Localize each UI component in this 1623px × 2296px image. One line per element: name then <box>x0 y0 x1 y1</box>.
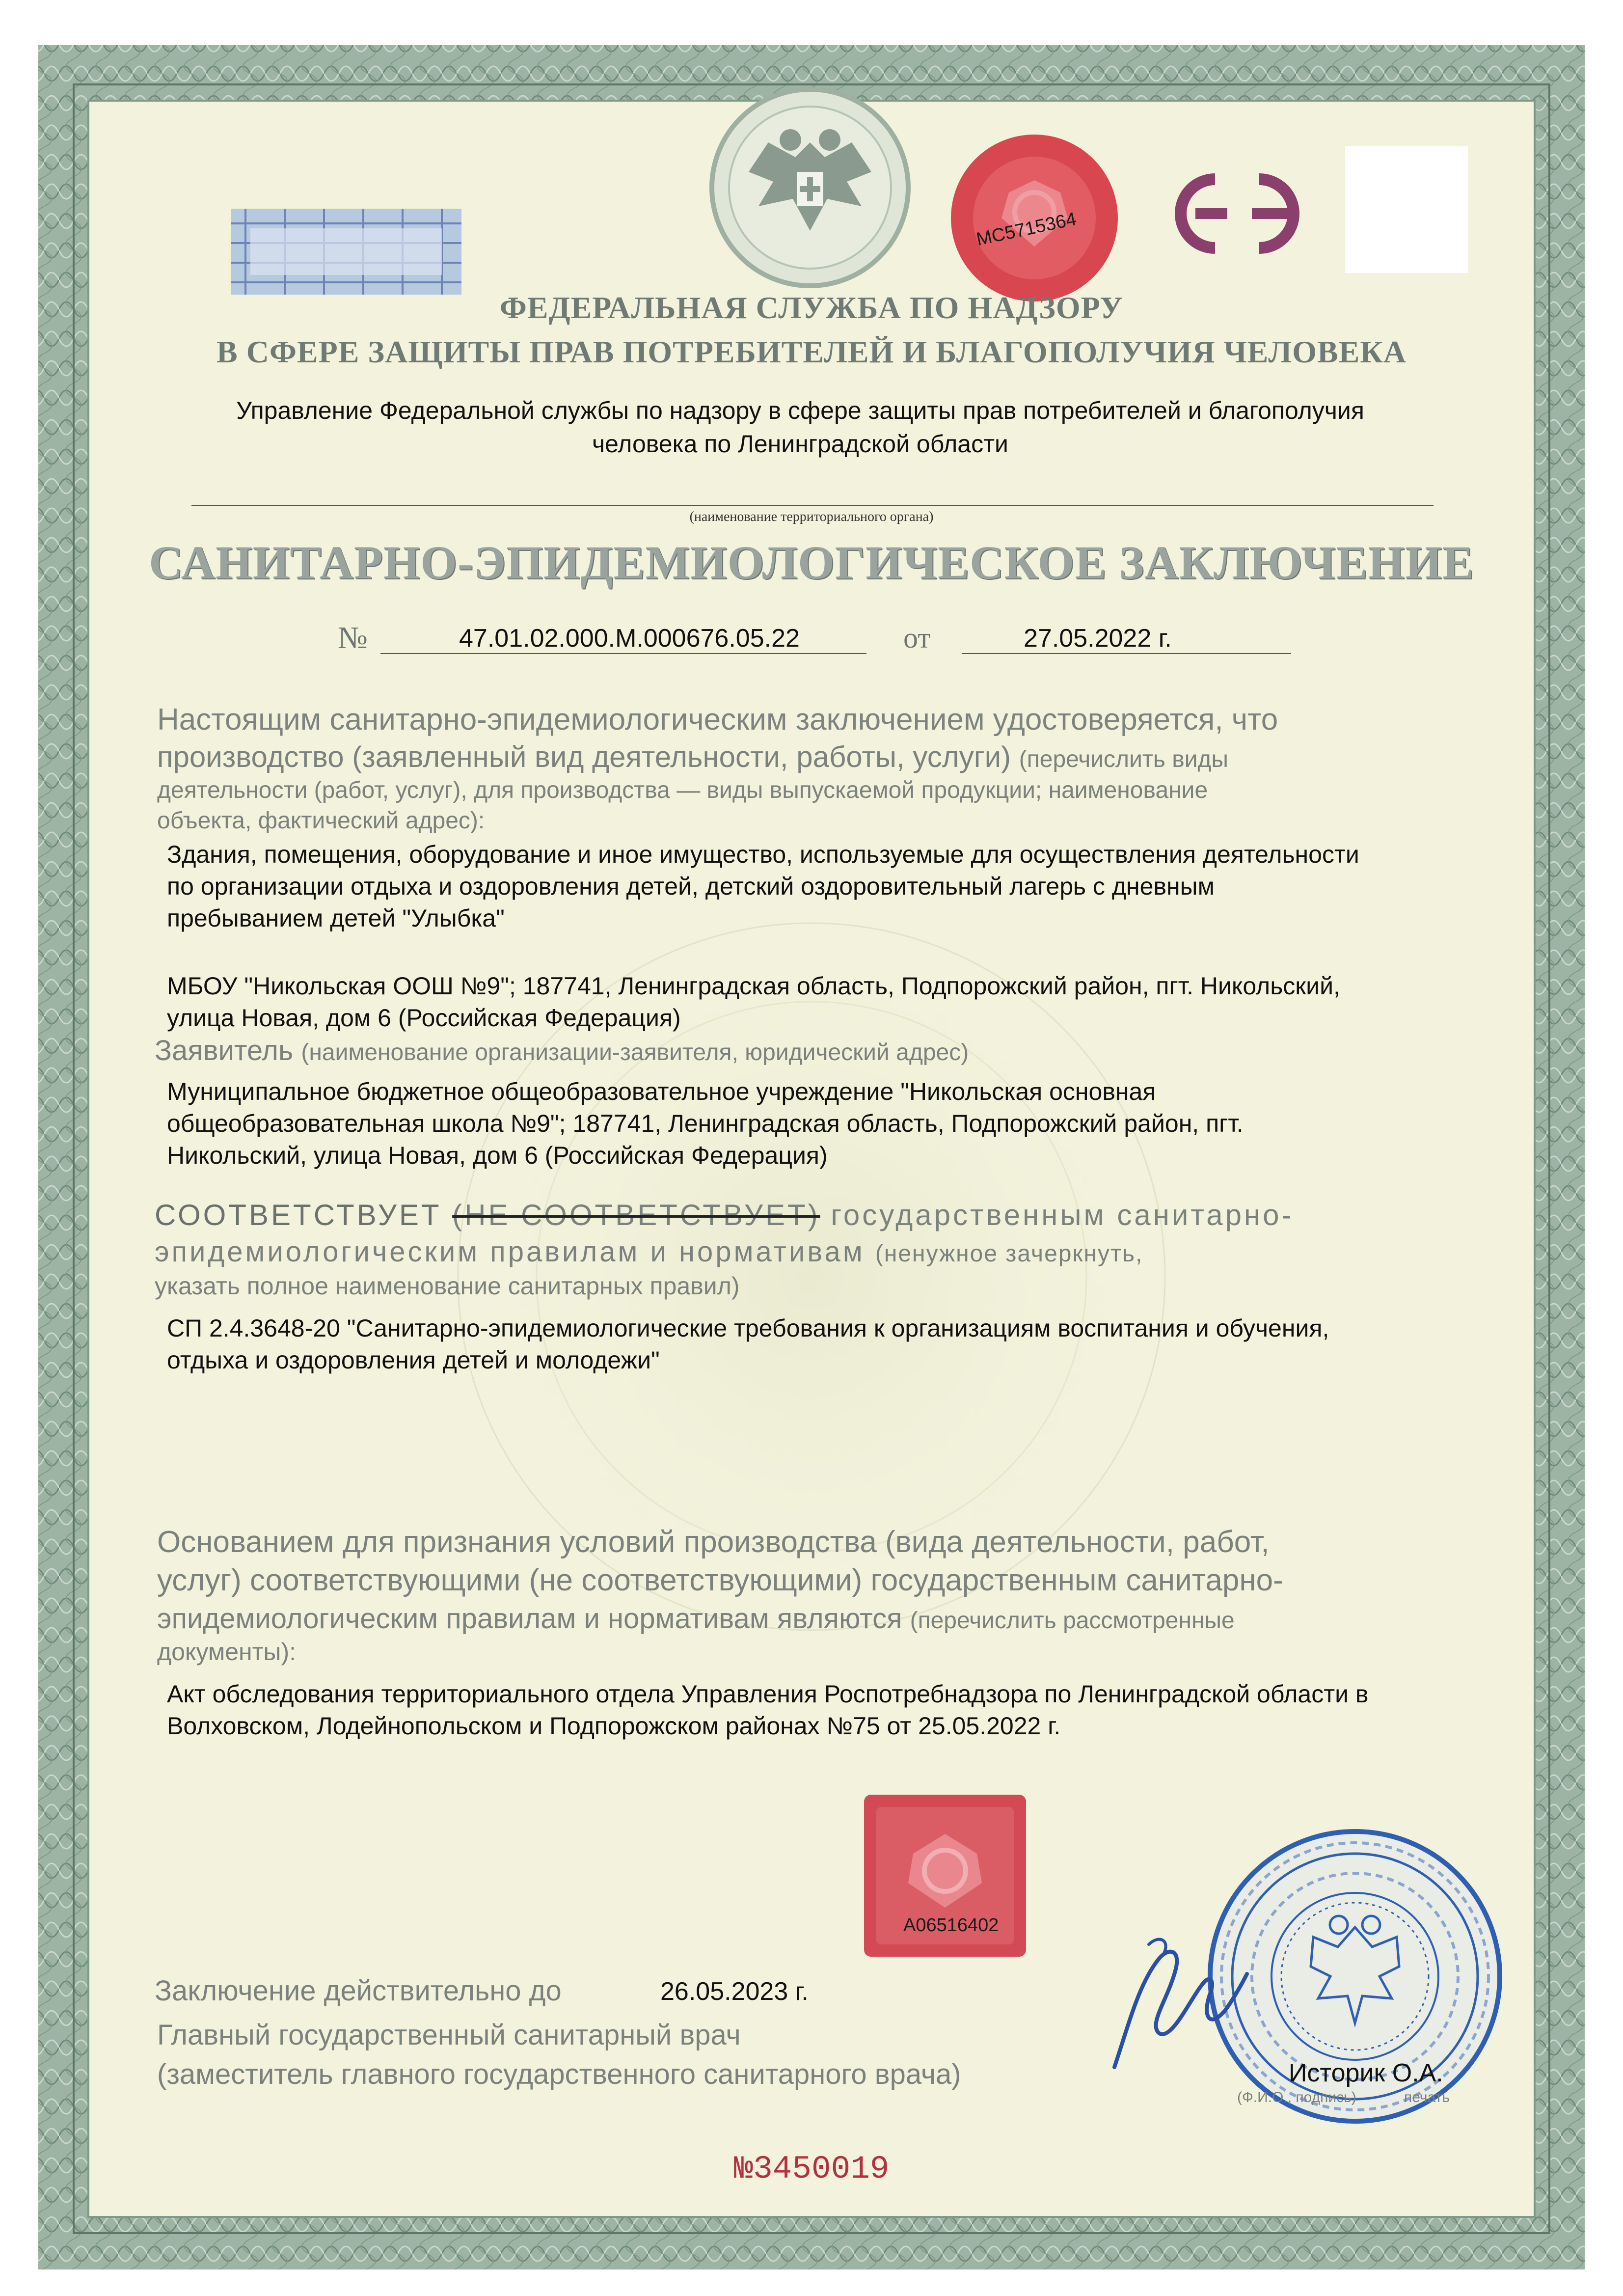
conformity-line1: СООТВЕТСТВУЕТ (НЕ СООТВЕТСТВУЕТ) государственным санитарно- <box>155 1199 1294 1231</box>
se-mark-icon <box>1168 169 1311 258</box>
production-address-line2: улица Новая, дом 6 (Российская Федерация) <box>167 1004 681 1032</box>
basis-line2: услуг) соответствующими (не соответствующими) государственным санитарно- <box>157 1563 1283 1597</box>
date-label: от <box>903 622 931 654</box>
territorial-body-rule <box>191 505 1434 506</box>
form-number: №3450019 <box>733 2151 890 2187</box>
production-intro-line4: объекта, фактический адрес): <box>157 808 485 834</box>
basis-line3: эпидемиологическим правилам и нормативам являются (перечислить рассмотренные <box>157 1603 1235 1635</box>
security-strip-icon <box>231 209 461 295</box>
applicant-value-line2: общеобразовательная школа №9"; 187741, Ленинградская область, Подпорожский район, пгт. <box>167 1110 1244 1137</box>
territorial-body-caption: (наименование территориального органа) <box>689 509 934 524</box>
production-value-line1: Здания, помещения, оборудование и иное имущество, используемые для осуществления деятельности <box>167 841 1359 868</box>
territorial-body-line1: Управление Федеральной службы по надзору в сфере защиты прав потребителей и благополучия <box>236 397 1364 424</box>
production-intro-line2: производство (заявленный вид деятельности, работы, услуги) (перечислить виды <box>157 740 1229 773</box>
date-rule <box>962 653 1291 654</box>
basis-line4: документы): <box>157 1638 297 1666</box>
production-value-line2: по организации отдыха и оздоровления детей, детский оздоровительный лагерь с дневным <box>167 873 1215 900</box>
production-address-line1: МБОУ "Никольская ООШ №9"; 187741, Ленинградская область, Подпорожский район, пгт. Никольский, <box>167 972 1340 1000</box>
production-intro-line1: Настоящим санитарно-эпидемиологическим заключением удостоверяется, что <box>157 703 1278 737</box>
conformity-line2: эпидемиологическим правилам и нормативам (ненужное зачеркнуть, <box>155 1236 1143 1268</box>
applicant-value-line3: Никольский, улица Новая, дом 6 (Российская Федерация) <box>167 1142 828 1169</box>
hologram-bottom-code: А06516402 <box>903 1915 999 1936</box>
signatory-title-line1: Главный государственный санитарный врач <box>157 2019 741 2051</box>
sanitary-rules-line2: отдыха и оздоровления детей и молодежи" <box>167 1346 660 1374</box>
blank-patch <box>1345 146 1468 273</box>
number-label: № <box>338 620 368 655</box>
document-title: САНИТАРНО-ЭПИДЕМИОЛОГИЧЕСКОЕ ЗАКЛЮЧЕНИЕ <box>149 536 1474 589</box>
applicant-value-line1: Муниципальное бюджетное общеобразовательное учреждение "Никольская основная <box>167 1078 1156 1105</box>
signatory-title-line2: (заместитель главного государственного санитарного врача) <box>157 2058 961 2090</box>
basis-value-line2: Волховском, Лодейнопольском и Подпорожском районах №75 от 25.05.2022 г. <box>167 1712 1061 1740</box>
territorial-body-line2: человека по Ленинградской области <box>592 430 1008 458</box>
basis-value-line1: Акт обследования территориального отдела Управления Роспотребнадзора по Ленинградской области в <box>167 1680 1369 1708</box>
production-value-line3: пребыванием детей "Улыбка" <box>167 904 505 932</box>
applicant-heading: Заявитель (наименование организации-заявителя, юридический адрес) <box>155 1035 969 1066</box>
agency-name-line1: ФЕДЕРАЛЬНАЯ СЛУЖБА ПО НАДЗОРУ <box>499 290 1124 325</box>
sanitary-rules-line1: СП 2.4.3648-20 "Санитарно-эпидемиологические требования к организациям воспитания и обучения, <box>167 1314 1329 1342</box>
hologram-top-code: МС5715364 <box>974 208 1079 250</box>
basis-line1: Основанием для признания условий производства (вида деятельности, работ, <box>157 1525 1270 1559</box>
signatory-name: Историк О.А. <box>1289 2059 1443 2087</box>
agency-name-line2: В СФЕРЕ ЗАЩИТЫ ПРАВ ПОТРЕБИТЕЛЕЙ И БЛАГОПОЛУЧИЯ ЧЕЛОВЕКА <box>216 334 1407 369</box>
production-intro-line3: деятельности (работ, услуг), для производства — виды выпускаемой продукции; наименование <box>157 777 1208 803</box>
validity-date: 26.05.2023 г. <box>660 1977 809 2006</box>
signatory-caption: (Ф.И.О., подпись) <box>1237 2089 1356 2105</box>
conforms-word: СООТВЕТСТВУЕТ <box>155 1199 442 1231</box>
stamp-caption: печать <box>1404 2089 1450 2105</box>
double-headed-eagle-icon <box>695 83 925 292</box>
validity-label: Заключение действительно до <box>155 1975 562 2007</box>
document-date: 27.05.2022 г. <box>1024 624 1172 653</box>
conformity-line3: указать полное наименование санитарных правил) <box>155 1272 740 1300</box>
not-conforms-word: (НЕ СООТВЕТСТВУЕТ) <box>452 1199 820 1231</box>
signature-icon <box>1085 1925 1271 2087</box>
number-rule <box>380 653 866 654</box>
document-number: 47.01.02.000.М.000676.05.22 <box>459 624 800 653</box>
